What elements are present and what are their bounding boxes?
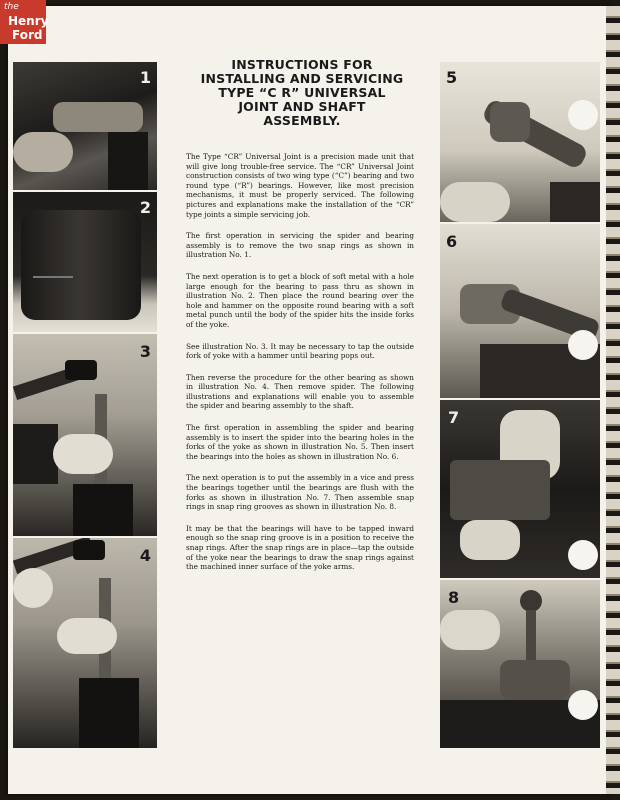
paragraph: Then reverse the procedure for the other bearing as shown in illustration No. 4. Then remove spider. The following illustrations and explanations will enable you to assemble the spider and bearing assembly to the shaft. [186, 372, 414, 411]
punch-hole [568, 690, 598, 720]
illustration-3-number: 3 [139, 342, 151, 361]
illustration-5-number: 5 [446, 68, 458, 87]
illustration-5 [440, 62, 600, 222]
logo-line-1: the [4, 2, 19, 12]
illustration-1 [13, 62, 157, 190]
illustration-2 [13, 192, 157, 332]
illustration-6 [440, 224, 600, 398]
paragraph: The next operation is to get a block of soft metal with a hole large enough for the bearing to pass thru as shown in illustration No. 2. Then place the round bearing over the hole and hammer on the opposite round bearing with a soft metal punch until the body of the spider hits the inside forks of the yoke. [186, 271, 414, 329]
punch-hole [568, 100, 598, 130]
page-title [178, 58, 426, 128]
paragraph: The first operation in servicing the spider and bearing assembly is to remove the two snap rings as shown in illustration No. 1. [186, 231, 414, 260]
title-line: TYPE “C R” UNIVERSAL [218, 85, 386, 100]
punch-hole [568, 330, 598, 360]
illustration-1-number: 1 [139, 68, 151, 87]
illustration-8-number: 8 [448, 588, 460, 607]
illustration-3 [13, 334, 157, 536]
illustration-8 [440, 580, 600, 748]
title-line: JOINT AND SHAFT [238, 99, 366, 114]
title-line: INSTRUCTIONS FOR [231, 57, 373, 72]
illustration-6-number: 6 [446, 232, 458, 251]
instructions-body [186, 152, 414, 584]
paragraph: The Type “CR” Universal Joint is a precision made unit that will give long trouble-free service. The “CR” Universal Joint construction consists of two wing type (“C”) bearing and two round type (“R”) bearings. However, like most precision mechanisms, it must be properly serviced. The following pictures and explanations make the installation of the “CR” type joints a simple servicing job. [186, 152, 414, 219]
title-line: ASSEMBLY. [263, 113, 341, 128]
title-line: INSTALLING AND SERVICING [200, 71, 404, 86]
logo-line-3: Ford [12, 28, 43, 42]
logo-line-2: Henry [8, 14, 49, 28]
paragraph: See illustration No. 3. It may be necessary to tap the outside fork of yoke with a hammer until bearing pops out. [186, 341, 414, 361]
illustration-2-number: 2 [139, 198, 151, 217]
spiral-binding [606, 6, 620, 794]
illustration-4 [13, 538, 157, 748]
paragraph: The first operation in assembling the spider and bearing assembly is to insert the spider into the bearing holes in the forks of the yoke as shown in illustration No. 5. Then insert the bearings into the holes as shown in illustration No. 6. [186, 423, 414, 461]
paragraph: The next operation is to put the assembly in a vice and press the bearings together until the bearings are flush with the forks as shown in illustration No. 7. Then assemble snap rings in snap ring grooves as shown in illustration No. 8. [186, 473, 414, 512]
henry-ford-logo [0, 0, 49, 44]
punch-hole [568, 540, 598, 570]
illustration-7-number: 7 [448, 408, 460, 427]
illustration-4-number: 4 [139, 546, 151, 565]
paragraph: It may be that the bearings will have to be tapped inward enough so the snap ring groove is in a position to receive the snap rings. After the snap rings are in place—tap the outside of the yoke near the bearings to draw the snap rings against the machined inner surface of the yoke arms. [186, 523, 414, 572]
